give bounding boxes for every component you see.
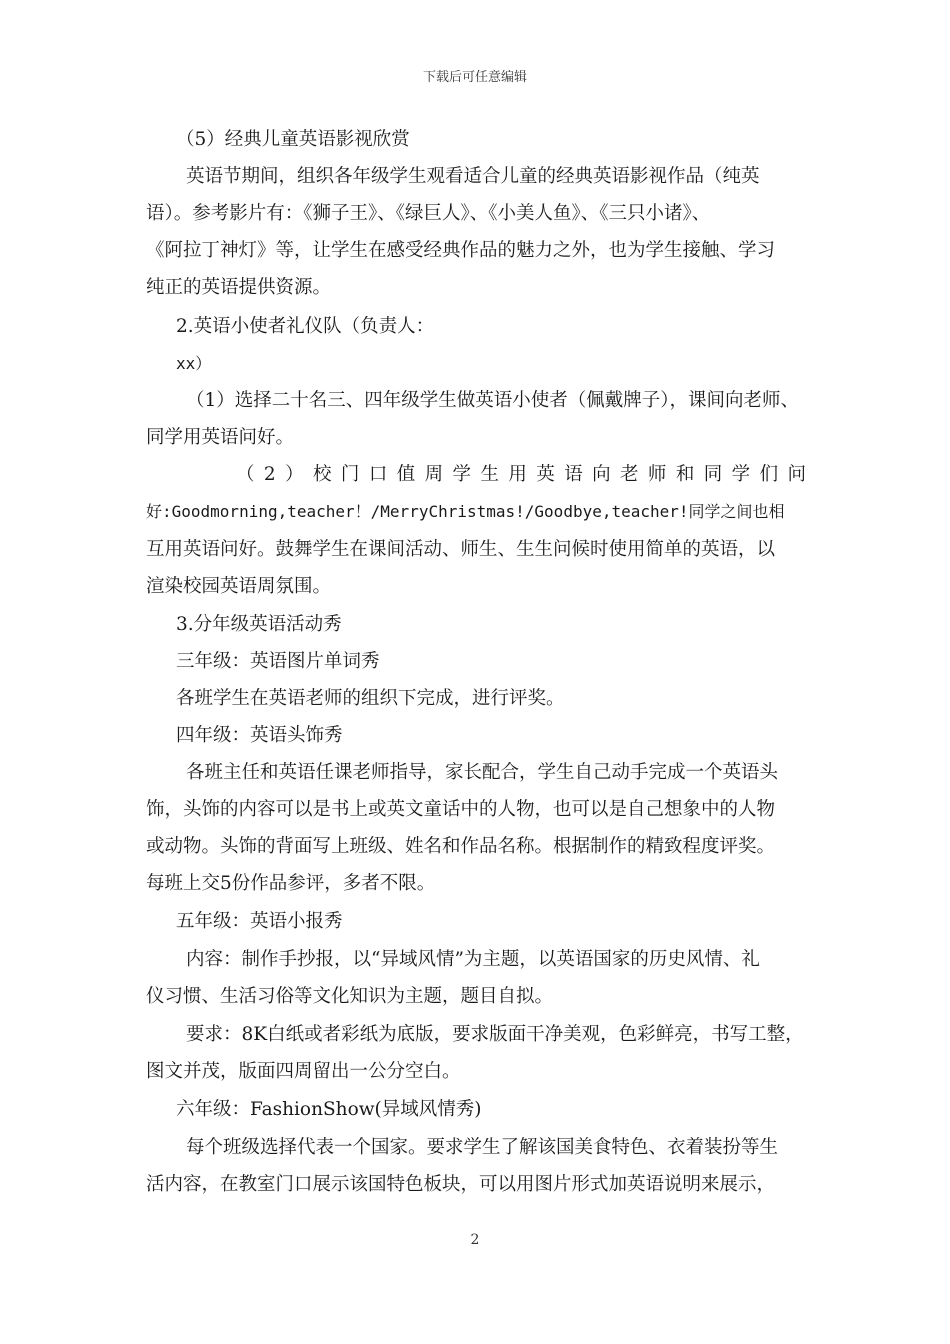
page-header: 下载后可任意编辑 [422, 70, 527, 85]
paragraph-line: 要求：8K白纸或者彩纸为底版，要求版面干净美观，色彩鲜亮，书写工整， [186, 1024, 804, 1045]
paragraph-line: 英语节期间，组织各年级学生观看适合儿童的经典英语影视作品（纯英 [186, 166, 760, 187]
paragraph-line: 2.英语小使者礼仪队（负责人： [176, 316, 435, 337]
paragraph-line: 纯正的英语提供资源。 [146, 277, 332, 298]
paragraph-line: 仪习惯、生活习俗等文化知识为主题，题目自拟。 [146, 986, 554, 1007]
paragraph-line: 六年级：FashionShow(异域风情秀) [176, 1099, 482, 1120]
paragraph-line: 各班学生在英语老师的组织下完成，进行评奖。 [176, 688, 565, 709]
paragraph-line: 各班主任和英语任课老师指导，家长配合，学生自己动手完成一个英语头 [186, 762, 779, 783]
paragraph-line: xx） [176, 354, 212, 373]
paragraph-line: 饰，头饰的内容可以是书上或英文童话中的人物，也可以是自己想象中的人物 [146, 799, 776, 820]
paragraph-line: 图文并茂，版面四周留出一公分空白。 [146, 1061, 461, 1082]
paragraph-line: 五年级：英语小报秀 [176, 911, 343, 932]
paragraph-line: 好:Goodmorning,teacher！/MerryChristmas!/Goodbye,teacher!同学之间也相 [146, 502, 785, 521]
paragraph-line: 语）。参考影片有：《狮子王》、《绿巨人》、《小美人鱼》、《三只小诸》、 [146, 203, 711, 224]
paragraph-line: 四年级：英语头饰秀 [176, 725, 343, 746]
page-number: 2 [470, 1232, 480, 1248]
paragraph-line: 《阿拉丁神灯》等，让学生在感受经典作品的魅力之外，也为学生接触、学习 [146, 240, 776, 261]
paragraph-line: 活内容，在教室门口展示该国特色板块，可以用图片形式加英语说明来展示， [146, 1174, 776, 1195]
paragraph-line: 每个班级选择代表一个国家。要求学生了解该国美食特色、衣着装扮等生 [186, 1137, 779, 1158]
paragraph-line: 三年级：英语图片单词秀 [176, 651, 380, 672]
paragraph-line: 或动物。头饰的背面写上班级、姓名和作品名称。根据制作的精致程度评奖。 [146, 836, 776, 857]
paragraph-line: 渲染校园英语周氛围。 [146, 576, 332, 597]
paragraph-line: 3.分年级英语活动秀 [176, 614, 342, 635]
paragraph-line: （2）校门口值周学生用英语向老师和同学们问 [236, 464, 806, 485]
paragraph-line: （1）选择二十名三、四年级学生做英语小使者（佩戴牌子），课间向老师、 [186, 390, 800, 411]
paragraph-line: 同学用英语问好。 [146, 427, 295, 448]
paragraph-line: 内容：制作手抄报，以“异域风情”为主题，以英语国家的历史风情、礼 [186, 949, 760, 970]
paragraph-line: 每班上交5份作品参评，多者不限。 [146, 873, 436, 894]
paragraph-line: （5）经典儿童英语影视欣赏 [176, 129, 410, 150]
paragraph-line: 互用英语问好。鼓舞学生在课间活动、师生、生生问候时使用简单的英语，以 [146, 539, 776, 560]
